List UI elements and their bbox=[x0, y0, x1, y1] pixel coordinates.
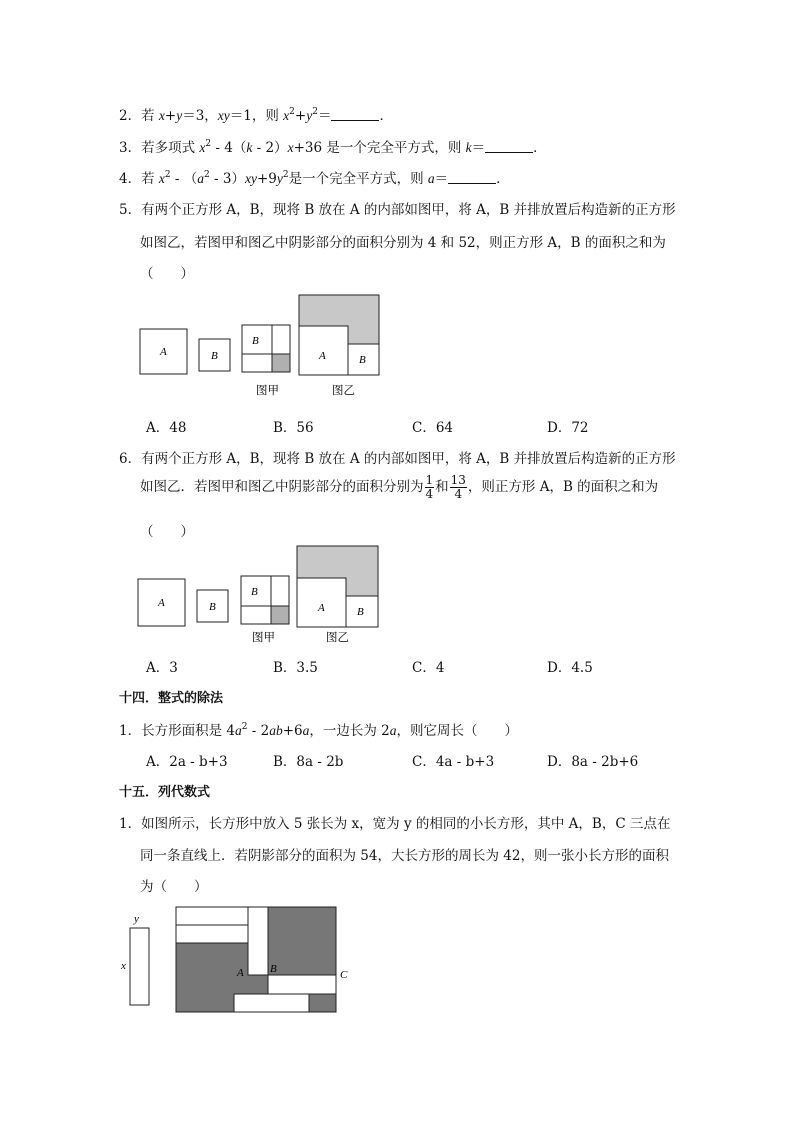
question-5-line-2: 如图乙，若图甲和图乙中阴影部分的面积分别为 4 和 52，则正方形 A，B 的面积之和为 bbox=[140, 235, 666, 251]
label-b: B bbox=[357, 606, 364, 618]
option-a[interactable]: A．2a - b+3 bbox=[146, 754, 228, 770]
label-b: B bbox=[252, 335, 259, 347]
inner-rect-5 bbox=[234, 994, 309, 1012]
figure-yi bbox=[299, 295, 379, 375]
figure-jia bbox=[241, 576, 289, 624]
option-d[interactable]: D．72 bbox=[547, 420, 589, 436]
caption-jia: 图甲 bbox=[252, 630, 275, 644]
label-b: B bbox=[209, 601, 216, 613]
question-5-paren: （ ） bbox=[140, 266, 194, 282]
label-b: B bbox=[251, 586, 258, 598]
answer-blank bbox=[331, 108, 379, 121]
question-6-paren: （ ） bbox=[140, 524, 194, 540]
question-6-figure bbox=[134, 542, 384, 650]
fraction-1-4: $\frac{1}{4}$ bbox=[425, 473, 434, 501]
question-5-line-1: 5．有两个正方形 A，B，现将 B 放在 A 的内部如图甲，将 A，B 并排放置后构造新的正方形 bbox=[119, 202, 676, 218]
question-14-1: 1．长方形面积是 $4a^2 - 2ab+6a$，一边长为 2a，则它周长（ ） bbox=[119, 722, 518, 739]
question-2: 2．若 x+y＝3，xy＝1，则 $x^2+y^2=$ ． bbox=[119, 107, 393, 124]
option-d[interactable]: D．4.5 bbox=[547, 660, 593, 676]
inner-rect-2 bbox=[176, 925, 248, 943]
question-15-1-line-3: 为（ ） bbox=[140, 879, 208, 895]
figure-yi bbox=[297, 546, 378, 627]
question-15-1-line-2: 同一条直线上．若阴影部分的面积为 54，大长方形的周长为 42，则一张小长方形的面积 bbox=[140, 848, 669, 864]
label-x: x bbox=[121, 960, 126, 972]
option-d[interactable]: D．8a - 2b+6 bbox=[547, 754, 639, 770]
caption-yi: 图乙 bbox=[326, 630, 349, 644]
inner-rect-3 bbox=[248, 907, 268, 975]
option-c[interactable]: C．4a - b+3 bbox=[412, 754, 495, 770]
section-heading-14: 十四．整式的除法 bbox=[119, 691, 224, 706]
question-6-line-1: 6．有两个正方形 A，B，现将 B 放在 A 的内部如图甲，将 A，B 并排放置后构造新的正方形 bbox=[119, 451, 676, 467]
label-a: A bbox=[158, 597, 165, 609]
option-a[interactable]: A．48 bbox=[146, 420, 187, 436]
question-6-line-2: 如图乙．若图甲和图乙中阴影部分的面积分别为 $\frac{1}{4}$ 和 $\frac{13}{4}$ ，则正方形 A，B 的面积之和为 bbox=[140, 473, 659, 501]
option-c[interactable]: C．4 bbox=[412, 660, 445, 676]
section-heading-15: 十五．列代数式 bbox=[119, 785, 211, 800]
label-c: C bbox=[340, 969, 348, 981]
inner-rect-4 bbox=[268, 975, 336, 994]
label-a: A bbox=[237, 967, 244, 979]
label-a: A bbox=[318, 602, 325, 614]
label-b: B bbox=[211, 350, 218, 362]
label-a: A bbox=[319, 350, 326, 362]
label-y: y bbox=[134, 913, 139, 925]
label-b: B bbox=[359, 354, 366, 366]
question-15-1-line-1: 1．如图所示，长方形中放入 5 张长为 x，宽为 y 的相同的小长方形，其中 A，B，C 三点在 bbox=[119, 816, 671, 832]
option-b[interactable]: B．56 bbox=[273, 420, 314, 436]
label-a: A bbox=[160, 346, 167, 358]
question-3: 3．若多项式 $x^2 - 4(k - 2)x+36$ 是一个完全平方式，则 k＝ ． bbox=[119, 139, 547, 156]
option-b[interactable]: B．8a - 2b bbox=[273, 754, 344, 770]
caption-yi: 图乙 bbox=[332, 383, 355, 397]
shaded-region bbox=[272, 354, 290, 372]
question-5-figure bbox=[136, 290, 386, 402]
label-b: B bbox=[270, 963, 277, 975]
answer-blank bbox=[448, 171, 496, 184]
figure-jia bbox=[242, 325, 290, 372]
question-4: 4．若 $x^2 - (a^2 - 3)xy+9y^2$是一个完全平方式，则 a＝ ． bbox=[119, 170, 510, 187]
fraction-13-4: $\frac{13}{4}$ bbox=[450, 473, 466, 501]
answer-blank bbox=[485, 140, 533, 153]
question-15-figure bbox=[115, 905, 365, 1020]
caption-jia: 图甲 bbox=[256, 383, 279, 397]
option-c[interactable]: C．64 bbox=[412, 420, 454, 436]
option-b[interactable]: B．3.5 bbox=[273, 660, 318, 676]
shaded-region bbox=[271, 606, 289, 624]
inner-rect-1 bbox=[176, 907, 248, 925]
small-rectangle bbox=[130, 928, 149, 1005]
option-a[interactable]: A．3 bbox=[146, 660, 178, 676]
